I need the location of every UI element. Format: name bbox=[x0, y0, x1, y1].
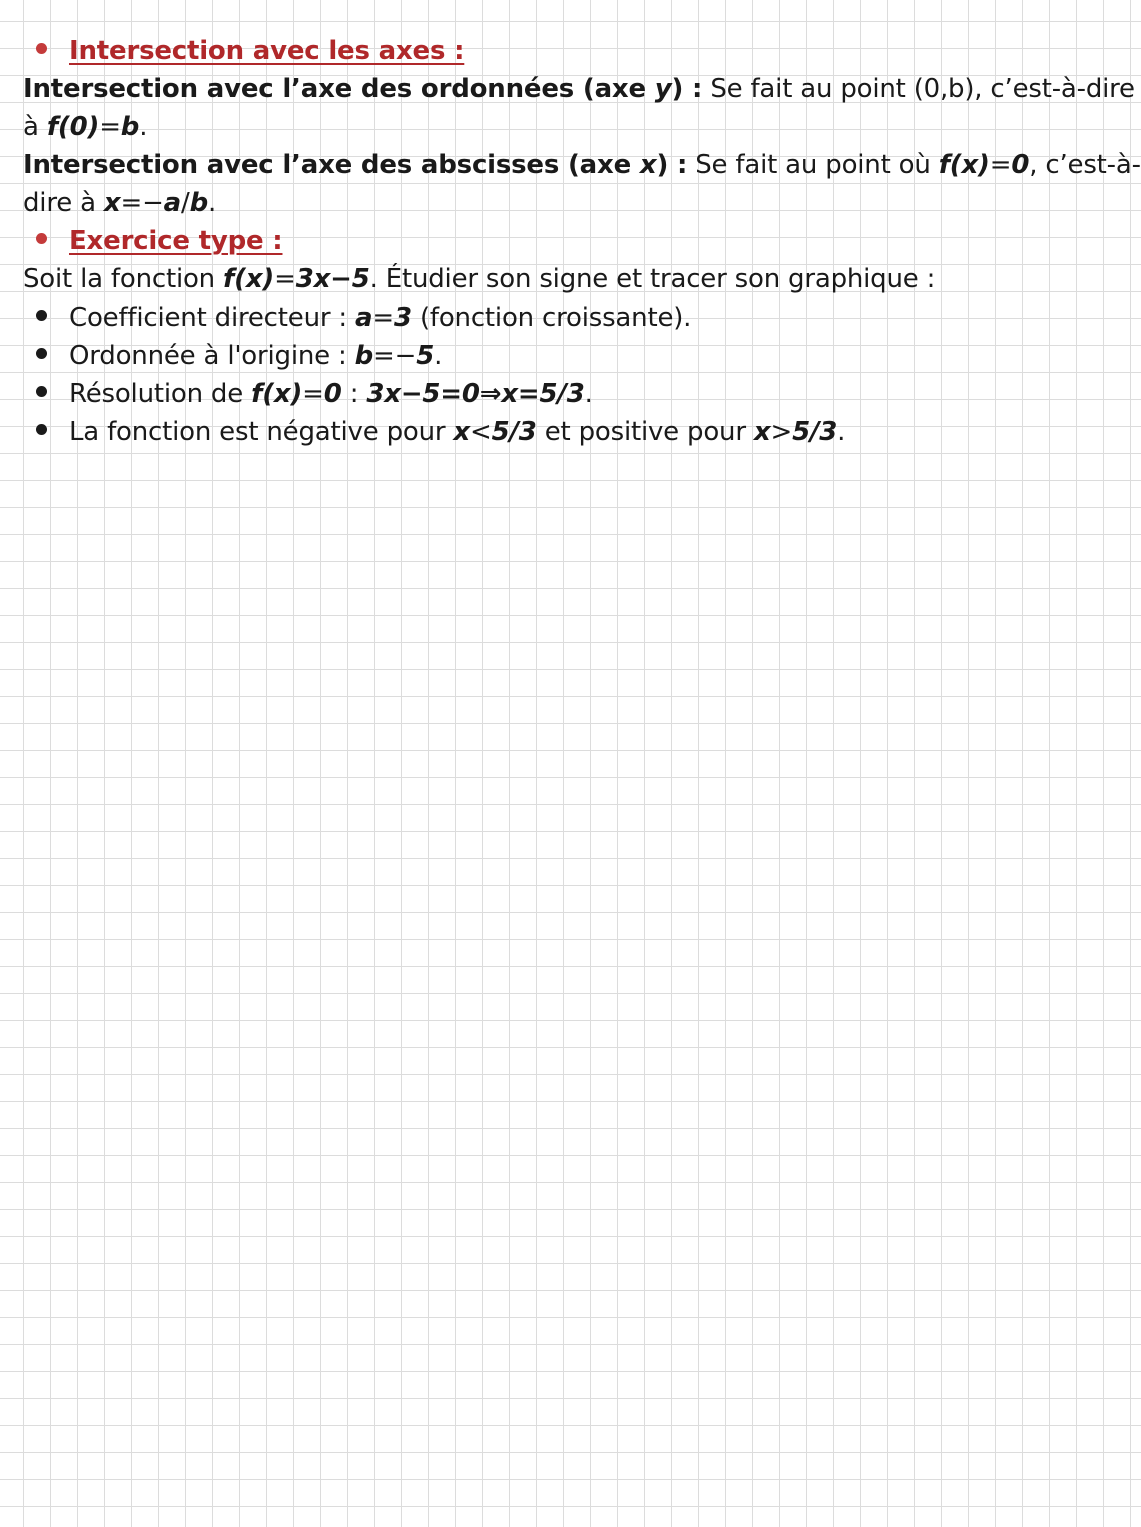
b-var: b bbox=[354, 341, 374, 371]
item-text-a: Résolution de bbox=[69, 379, 252, 409]
zero-val: 0 bbox=[323, 379, 342, 409]
ordinate-label-a: Intersection avec l’axe des ordonnées (axe bbox=[23, 74, 655, 104]
abscissa-label-b: ) : bbox=[656, 150, 688, 180]
fx-expr: f(x) bbox=[223, 264, 275, 294]
period: . bbox=[208, 188, 217, 218]
abscissa-intersection-line bbox=[23, 146, 1141, 184]
abscissa-tail: , c’est-à- bbox=[1029, 150, 1141, 180]
x-var: x bbox=[753, 417, 771, 447]
ordinate-text: Se fait au point (0,b), c’est-à-dire bbox=[702, 74, 1135, 104]
ordinate-label-b: ) : bbox=[671, 74, 703, 104]
heading-intersection bbox=[36, 32, 464, 70]
period: . bbox=[434, 341, 443, 371]
bullet-icon bbox=[36, 424, 47, 435]
b-var: b bbox=[120, 112, 140, 142]
item-text-a: Ordonnée à l'origine : bbox=[69, 341, 355, 371]
list-item bbox=[36, 375, 593, 413]
eq-sign: = bbox=[989, 150, 1012, 180]
period: . bbox=[139, 112, 148, 142]
intercept-val: 5 bbox=[416, 341, 435, 371]
abscissa-text-2a: dire à bbox=[23, 188, 104, 218]
list-item bbox=[36, 337, 442, 375]
bullet-icon bbox=[36, 386, 47, 397]
bullet-icon bbox=[36, 348, 47, 359]
lt-sign: < bbox=[470, 417, 492, 447]
bullet-icon bbox=[36, 310, 47, 321]
period: . bbox=[584, 379, 593, 409]
heading-exercise bbox=[36, 222, 282, 260]
root-val: 5/3 bbox=[491, 417, 537, 447]
eq-minus: =− bbox=[120, 188, 164, 218]
ordinate-text-2a: à bbox=[23, 112, 47, 142]
item-text-a: Coefficient directeur : bbox=[69, 303, 356, 333]
list-item bbox=[36, 413, 845, 451]
heading-intersection-text: Intersection avec les axes : bbox=[69, 36, 465, 66]
root-val: 5/3 bbox=[792, 417, 838, 447]
eq-sign: = bbox=[372, 303, 394, 333]
heading-exercise-text: Exercice type : bbox=[69, 226, 283, 256]
abscissa-text: Se fait au point où bbox=[687, 150, 939, 180]
solution-expr: 3x−5=0⇒x=5/3 bbox=[366, 379, 585, 409]
ordinate-intersection-line-2 bbox=[23, 108, 147, 146]
x-var: x bbox=[453, 417, 470, 447]
item-text-a: La fonction est négative pour bbox=[69, 417, 454, 447]
abscissa-label-a: Intersection avec l’axe des abscisses (axe bbox=[23, 150, 640, 180]
slash: / bbox=[181, 188, 190, 218]
intro-text-b: . Étudier son signe et tracer son graphique : bbox=[369, 264, 936, 294]
f0-expr: f(0) bbox=[46, 112, 100, 142]
intro-text-a: Soit la fonction bbox=[23, 264, 224, 294]
fx-expr: f(x) bbox=[938, 150, 990, 180]
exercise-intro bbox=[23, 260, 935, 298]
item-text-b: (fonction croissante). bbox=[411, 303, 692, 333]
list-item bbox=[36, 299, 691, 337]
eq-minus: =− bbox=[373, 341, 417, 371]
gt-sign: > bbox=[770, 417, 793, 447]
colon: : bbox=[341, 379, 367, 409]
x-var: x bbox=[103, 188, 121, 218]
zero-val: 0 bbox=[1011, 150, 1030, 180]
ordinate-var: y bbox=[654, 74, 672, 104]
a-var: a bbox=[163, 188, 182, 218]
ordinate-intersection-line bbox=[23, 70, 1135, 108]
fx-expr: f(x) bbox=[251, 379, 303, 409]
item-text-b: et positive pour bbox=[536, 417, 754, 447]
function-expr: 3x−5 bbox=[295, 264, 370, 294]
coef-val: 3 bbox=[393, 303, 412, 333]
eq-sign: = bbox=[302, 379, 324, 409]
b-var: b bbox=[189, 188, 208, 218]
period: . bbox=[837, 417, 846, 447]
a-var: a bbox=[355, 303, 373, 333]
abscissa-intersection-line-2 bbox=[23, 184, 216, 222]
abscissa-var: x bbox=[639, 150, 657, 180]
eq-sign: = bbox=[274, 264, 296, 294]
bullet-icon bbox=[36, 43, 47, 54]
eq-sign: = bbox=[99, 112, 121, 142]
bullet-icon bbox=[36, 233, 47, 244]
